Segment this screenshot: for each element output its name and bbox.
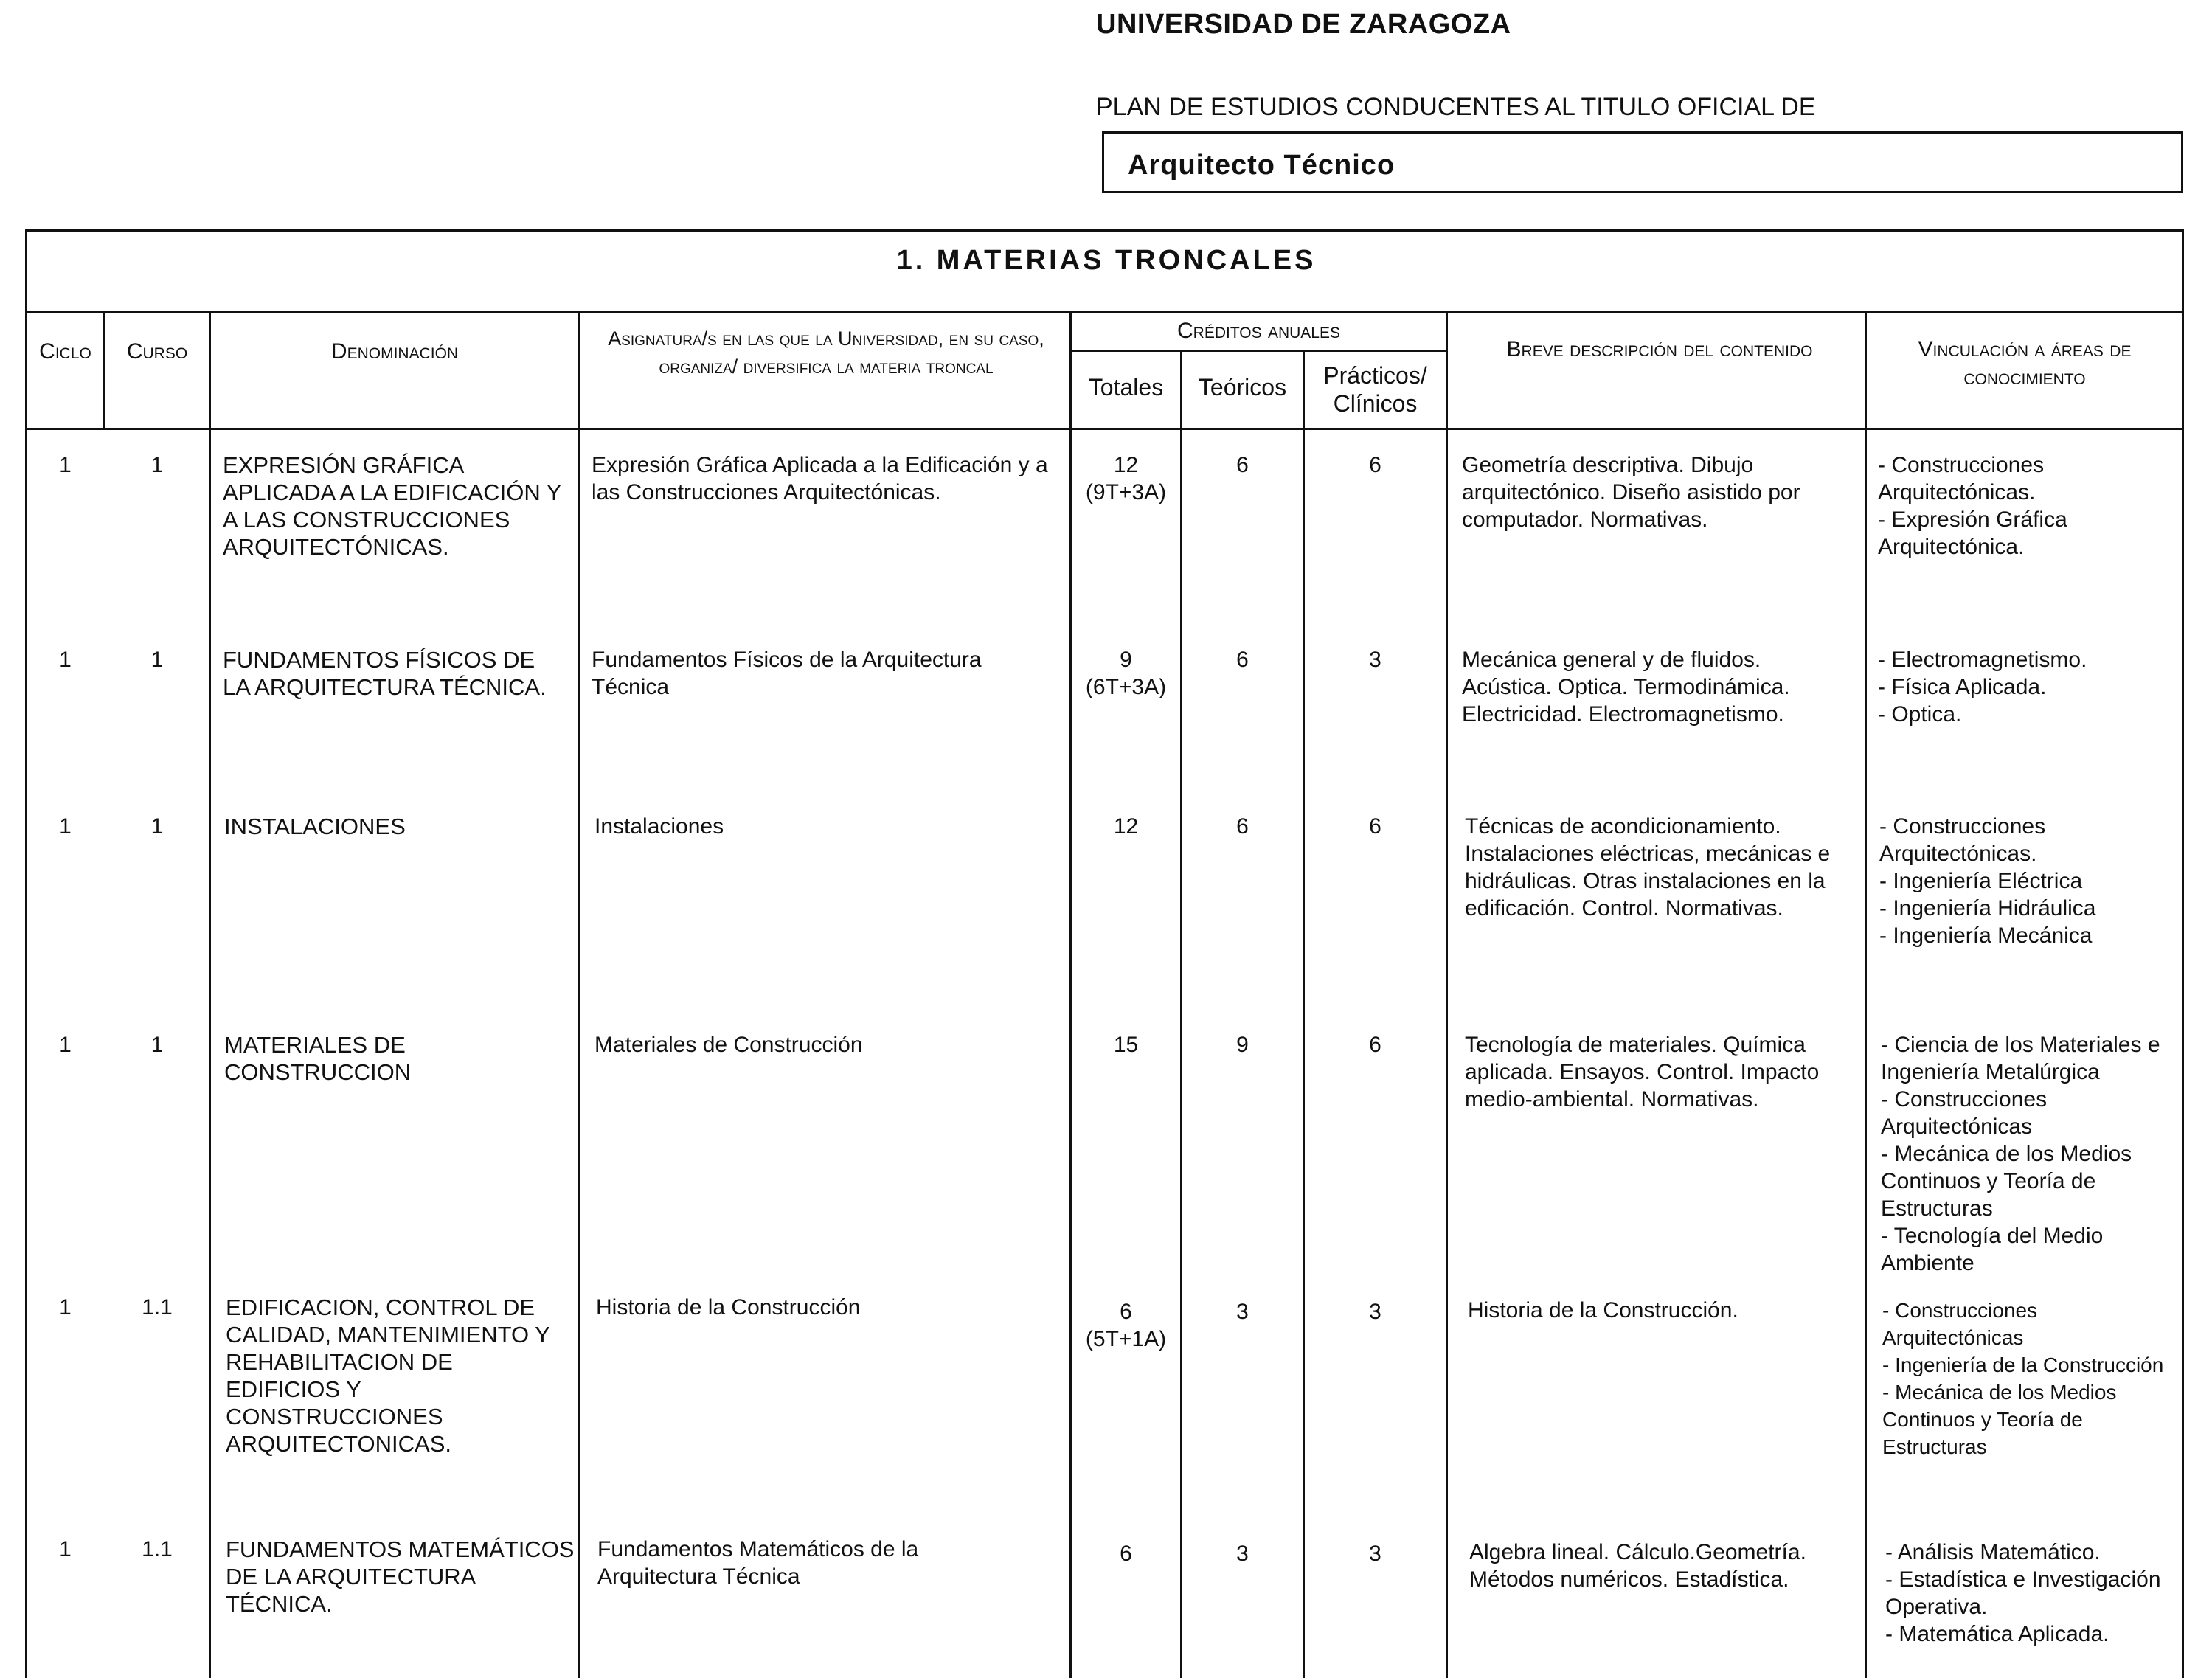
cell-totales: 15	[1113, 1033, 1139, 1057]
cell-vinculacion: - Construcciones Arquitectónicas. - Expresión Gráfica Arquitectónica.	[1878, 453, 2067, 559]
cell-teoricos: 6	[1236, 453, 1249, 477]
col-divider-curso	[209, 311, 211, 1678]
plan-label: PLAN DE ESTUDIOS CONDUCENTES AL TITULO OFICIAL DE	[1096, 93, 1816, 121]
cell-ciclo: 1	[59, 814, 72, 839]
cell-ciclo: 1	[59, 1537, 72, 1561]
col-divider-denominacion	[578, 311, 580, 1678]
cell-curso: 1.1	[142, 1537, 173, 1561]
cell-denominacion: EXPRESIÓN GRÁFICA APLICADA A LA EDIFICACIÓN Y A LAS CONSTRUCCIONES ARQUITECTÓNICAS.	[223, 452, 561, 560]
cell-ciclo: 1	[59, 648, 72, 672]
cell-curso: 1	[150, 814, 164, 839]
cell-asignatura: Fundamentos Matemáticos de la Arquitectura Técnica	[597, 1537, 919, 1589]
col-divider-ciclo	[103, 311, 105, 428]
cell-vinculacion: - Construcciones Arquitectónicas - Ingeniería de la Construcción - Mecánica de los Medios Continuos y Teoría de Estructuras	[1882, 1299, 2164, 1458]
cell-teoricos: 6	[1236, 814, 1249, 839]
col-header-descripcion: Breve descripción del contenido	[1506, 337, 1813, 361]
cell-vinculacion: - Construcciones Arquitectónicas. - Ingeniería Eléctrica - Ingeniería Hidráulica - Ingeniería Mecánica	[1879, 814, 2096, 948]
cell-denominacion: EDIFICACION, CONTROL DE CALIDAD, MANTENIMIENTO Y REHABILITACION DE EDIFICIOS Y CONSTRUCCIONES ARQUITECTONICAS.	[226, 1294, 550, 1457]
cell-denominacion: FUNDAMENTOS FÍSICOS DE LA ARQUITECTURA TÉCNICA.	[223, 647, 547, 700]
cell-practicos: 6	[1369, 814, 1381, 839]
col-header-curso: Curso	[126, 339, 188, 364]
cell-ciclo: 1	[59, 453, 72, 477]
cell-denominacion: FUNDAMENTOS MATEMÁTICOS DE LA ARQUITECTURA TÉCNICA.	[226, 1536, 575, 1617]
cell-practicos: 3	[1369, 1300, 1381, 1324]
col-header-teoricos: Teóricos	[1198, 374, 1287, 401]
cell-curso: 1.1	[142, 1295, 173, 1320]
col-header-ciclo: Ciclo	[39, 339, 91, 364]
col-divider-teoricos	[1303, 350, 1305, 1678]
cell-teoricos: 6	[1236, 648, 1249, 672]
cell-descripcion: Tecnología de materiales. Química aplicada. Ensayos. Control. Impacto medio-ambiental. Normativas.	[1465, 1033, 1820, 1112]
col-divider-asignaturas	[1069, 311, 1072, 1678]
cell-practicos: 6	[1369, 453, 1381, 477]
cell-vinculacion: - Ciencia de los Materiales e Ingeniería Metalúrgica - Construcciones Arquitectónicas - Mecánica de los Medios Continuos y Teoría de Estructuras - Tecnología del Medio Ambiente	[1881, 1033, 2160, 1275]
cell-ciclo: 1	[59, 1295, 72, 1320]
cell-curso: 1	[150, 453, 164, 477]
cell-asignatura: Expresión Gráfica Aplicada a la Edificación y a las Construcciones Arquitectónicas.	[592, 453, 1048, 505]
cell-teoricos: 3	[1236, 1542, 1249, 1566]
degree-title: Arquitecto Técnico	[1128, 150, 1395, 181]
table-top-border	[25, 229, 2183, 232]
university-name: UNIVERSIDAD DE ZARAGOZA	[1096, 9, 1511, 40]
cell-vinculacion: - Análisis Matemático. - Estadística e Investigación Operativa. - Matemática Aplicada.	[1885, 1540, 2161, 1646]
cell-practicos: 6	[1369, 1033, 1381, 1057]
cell-asignatura: Historia de la Construcción	[596, 1295, 861, 1320]
degree-title-box	[1102, 131, 2183, 193]
section-title-divider	[25, 311, 2183, 313]
cell-totales: 6	[1120, 1542, 1132, 1566]
cell-teoricos: 9	[1236, 1033, 1249, 1057]
cell-asignatura: Fundamentos Físicos de la Arquitectura Técnica	[592, 648, 982, 699]
cell-vinculacion: - Electromagnetismo. - Física Aplicada. - Optica.	[1878, 648, 2087, 727]
cell-totales: 12 (9T+3A)	[1085, 453, 1167, 505]
cell-curso: 1	[150, 648, 164, 672]
table-left-border	[25, 229, 27, 1678]
table-right-border	[2182, 229, 2184, 1678]
col-divider-practicos	[1446, 311, 1448, 1678]
cell-descripcion: Geometría descriptiva. Dibujo arquitectónico. Diseño asistido por computador. Normativas.	[1462, 453, 1800, 532]
cell-denominacion: MATERIALES DE CONSTRUCCION	[224, 1032, 412, 1085]
cell-totales: 12	[1113, 814, 1139, 839]
col-header-creditos: Créditos anuales	[1177, 319, 1340, 343]
section-title: 1. MATERIAS TRONCALES	[896, 245, 1317, 276]
col-header-practicos: Prácticos/ Clínicos	[1323, 362, 1427, 417]
col-header-denominacion: Denominación	[330, 339, 459, 364]
cell-practicos: 3	[1369, 648, 1381, 672]
cell-descripcion: Técnicas de acondicionamiento. Instalaciones eléctricas, mecánicas e hidráulicas. Otras instalaciones en la edificación. Control. Normativas.	[1465, 814, 1831, 921]
creditos-subheader-divider	[1069, 350, 1446, 352]
cell-curso: 1	[150, 1033, 164, 1057]
col-divider-descripcion	[1865, 311, 1867, 1678]
col-header-asignaturas: Asignatura/s en las que la Universidad, en su caso, organiza/ diversifica la materia troncal	[608, 327, 1044, 378]
cell-practicos: 3	[1369, 1542, 1381, 1566]
col-header-totales: Totales	[1088, 374, 1164, 401]
header-bottom-divider	[25, 428, 2183, 430]
cell-denominacion: INSTALACIONES	[224, 814, 406, 839]
cell-totales: 9 (6T+3A)	[1085, 648, 1167, 699]
cell-totales: 6 (5T+1A)	[1085, 1300, 1167, 1351]
col-divider-totales	[1180, 350, 1182, 1678]
cell-descripcion: Algebra lineal. Cálculo.Geometría. Métodos numéricos. Estadística.	[1469, 1540, 1806, 1592]
col-header-vinculacion: Vinculación a áreas de conocimiento	[1918, 337, 2132, 389]
cell-ciclo: 1	[59, 1033, 72, 1057]
cell-teoricos: 3	[1236, 1300, 1249, 1324]
cell-asignatura: Materiales de Construcción	[594, 1033, 863, 1057]
cell-descripcion: Mecánica general y de fluidos. Acústica. Optica. Termodinámica. Electricidad. Electromagnetismo.	[1462, 648, 1790, 727]
cell-asignatura: Instalaciones	[594, 814, 724, 839]
cell-descripcion: Historia de la Construcción.	[1468, 1298, 1738, 1322]
